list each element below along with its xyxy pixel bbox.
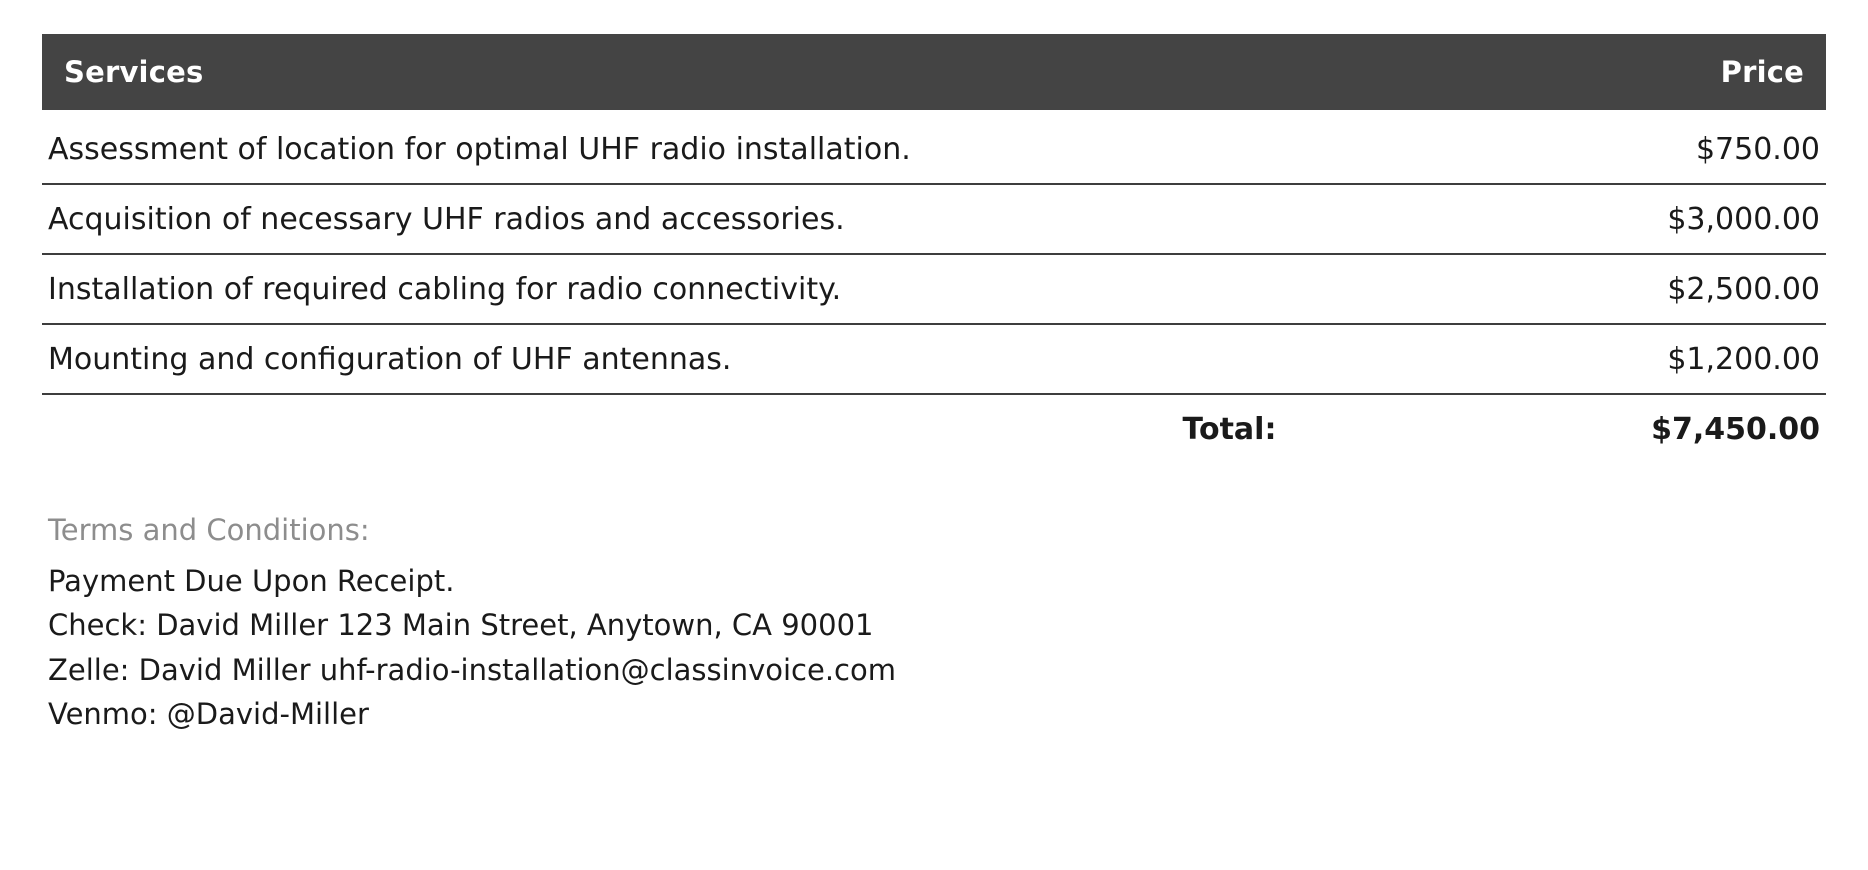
total-label: Total:: [1182, 412, 1277, 447]
table-row: [42, 184, 1826, 254]
table-row: [42, 254, 1826, 324]
terms-title: Terms and Conditions:: [48, 513, 370, 547]
service-price: $1,200.00: [1326, 324, 1826, 394]
service-price: $750.00: [1326, 110, 1826, 184]
service-description: Assessment of location for optimal UHF radio installation.: [42, 110, 1326, 184]
service-description: Mounting and configuration of UHF antennas.: [42, 324, 1326, 394]
column-header-services: Services: [42, 34, 1326, 110]
service-description: Installation of required cabling for radio connectivity.: [42, 254, 1326, 324]
services-table: [42, 34, 1826, 463]
total-row: [42, 394, 1826, 463]
total-value: $7,450.00: [1651, 412, 1820, 447]
table-row: [42, 110, 1826, 184]
table-header-row: [42, 34, 1826, 110]
column-header-price: Price: [1326, 34, 1826, 110]
terms-and-conditions: [42, 513, 1826, 736]
table-body: [42, 110, 1826, 463]
service-description: Acquisition of necessary UHF radios and accessories.: [42, 184, 1326, 254]
terms-line-payment: Payment Due Upon Receipt.: [48, 564, 455, 598]
table-row: [42, 324, 1826, 394]
service-price: $2,500.00: [1326, 254, 1826, 324]
service-price: $3,000.00: [1326, 184, 1826, 254]
table-header: [42, 34, 1826, 110]
terms-line-zelle: Zelle: David Miller uhf-radio-installation@classinvoice.com: [48, 652, 896, 687]
terms-line-venmo: Venmo: @David-Miller: [48, 697, 369, 732]
terms-line-check: Check: David Miller 123 Main Street, Anytown, CA 90001: [48, 608, 874, 643]
